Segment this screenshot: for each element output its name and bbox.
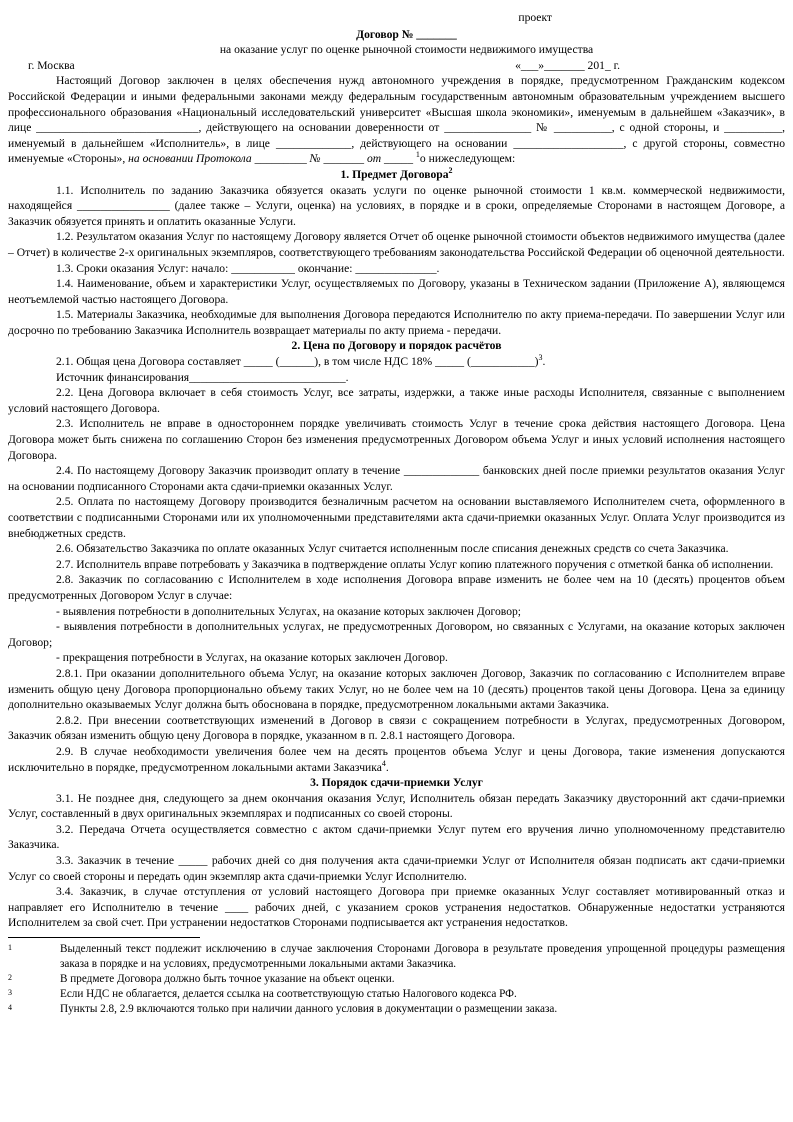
footnote-number: 1 bbox=[8, 943, 12, 953]
clause-paragraph bbox=[8, 541, 785, 557]
clause-paragraph bbox=[8, 713, 785, 744]
clause-paragraph bbox=[8, 307, 785, 338]
clause-text: Источник финансирования___________________________. bbox=[56, 370, 349, 384]
clause-text: 3.2. Передача Отчета осуществляется совместно с актом сдачи-приемки Услуг путем его вручения лично уполномоченному представителю Заказчика. bbox=[8, 822, 785, 852]
clause-paragraph bbox=[8, 229, 785, 260]
contract-page bbox=[8, 10, 785, 1017]
contract-sections bbox=[8, 167, 785, 931]
preamble-protocol: на основании Протокола _________ № _______ от _____ bbox=[128, 152, 414, 166]
clause-text: 2.3. Исполнитель не вправе в одностороннем порядке увеличивать стоимость Услуг в течение срока действия настоящего Договора. Цена Договора может быть снижена по соглашению Сторон без изменения предусмотренных Договором объема Услуг и иных условий исполнения настоящего Договора. bbox=[8, 417, 785, 462]
clause-text: 3.4. Заказчик, в случае отступления от условий настоящего Договора при приемке оказанных Услуг составляет мотивированный отказ и направляет его Исполнителю в течение ____ рабочих дней, с указанием сроков устранения недостатков. Обнаруженные недостатки устраняются Исполнителем за свой счет. При устранении недостатков Сторонами подписывается акт устранения недостатков. bbox=[8, 885, 785, 930]
clause-text: 1.3. Сроки оказания Услуг: начало: ___________ окончание: ______________. bbox=[56, 261, 440, 275]
section-heading bbox=[8, 167, 785, 183]
footnote-ref: 2 bbox=[448, 166, 453, 176]
clause-paragraph bbox=[8, 370, 785, 386]
clause-paragraph bbox=[8, 791, 785, 822]
clause-text: - выявления потребности в дополнительных услугах, не предусмотренных Договором, но связанных с Услугами, на оказание которых заключен Договор; bbox=[8, 620, 785, 649]
footnote bbox=[8, 1002, 785, 1017]
clause-paragraph bbox=[8, 604, 785, 620]
footnote-text: Пункты 2.8, 2.9 включаются только при наличии данного условия в документации о размещении заказа. bbox=[60, 1003, 558, 1016]
city-date-row bbox=[8, 58, 785, 74]
clause-paragraph bbox=[8, 276, 785, 307]
footnote-number: 3 bbox=[8, 988, 12, 998]
clause-text: 2.7. Исполнитель вправе потребовать у Заказчика в подтверждение оплаты Услуг копию платежного поручения с отметкой банка об исполнении. bbox=[56, 557, 774, 571]
clause-text: 3.1. Не позднее дня, следующего за днем окончания оказания Услуг, Исполнитель обязан передать Заказчику двусторонний акт сдачи-приемки Услуг, составленный в двух оригинальных экземплярах и подписанных со своей стороны. bbox=[8, 791, 785, 821]
footnote-number: 2 bbox=[8, 973, 12, 983]
contract-title: Договор № _______ bbox=[356, 27, 457, 41]
clause-paragraph bbox=[8, 619, 785, 650]
clause-text: 2.6. Обязательство Заказчика по оплате оказанных Услуг считается исполненным после списания денежных средств со счета Заказчика. bbox=[56, 542, 729, 556]
clause-paragraph bbox=[8, 572, 785, 603]
footnote bbox=[8, 987, 785, 1002]
section-heading-text: 1. Предмет Договора bbox=[340, 167, 449, 181]
clause-paragraph bbox=[8, 822, 785, 853]
footnote bbox=[8, 972, 785, 987]
clause-text: 2.1. Общая цена Договора составляет _____ (______), в том числе НДС 18% _____ (___________) bbox=[56, 355, 539, 369]
clause-paragraph: 2.1. Общая цена Договора составляет _____ (______), в том числе НДС 18% _____ (___________)$^3$. bbox=[56, 353, 546, 369]
clause-text: 1.5. Материалы Заказчика, необходимые для выполнения Договора передаются Исполнителю по акту приема-передачи. По завершении Услуг или досрочно по требованию Заказчика Исполнитель возвращает материалы по акту приема - передачи. bbox=[8, 308, 785, 337]
footnote-text: Выделенный текст подлежит исключению в случае заключения Сторонами Договора в результате проведения упрощенной процедуры размещения заказа в порядке и на условиях, предусмотренными локальными актами Заказчика. bbox=[60, 943, 785, 971]
clause-text: 2.2. Цена Договора включает в себя стоимость Услуг, все затраты, издержки, а также иные расходы Исполнителя, связанные с выполнением условий настоящего Договора. bbox=[8, 386, 785, 415]
clause-paragraph: 2.9. В случае необходимости увеличения более чем на десять процентов объема Услуг и цены Договора, такие изменения допускаются исключительно в порядке, предусмотренном локальными актами Заказчика$^4$. bbox=[8, 744, 785, 774]
clause-text: 3.3. Заказчик в течение _____ рабочих дней со дня получения акта сдачи-приемки Услуг от Исполнителя обязан подписать акт сдачи-приемки Услуг со своей стороны и передать один экземпляр акта сдачи-приемки Услуг Исполнителю. bbox=[8, 854, 785, 883]
clause-paragraph bbox=[8, 666, 785, 713]
city: г. Москва bbox=[28, 58, 75, 72]
preamble-text: Настоящий Договор заключен в целях обеспечения нужд автономного учреждения в порядке, предусмотренном Гражданским кодексом Российской Федерации и иными федеральными законами между федеральным государственным автономным образовательным учреждением высшего профессионального образования «Национальный исследовательский университет «Высшая школа экономики», именуемым в дальнейшем «Заказчик», в лице ____________________________, действующего на основании доверенности от _______________ № __________, с одной стороны, и __________, именуемый в дальнейшем «Исполнитель», в лице _____________, действующего на основании ___________________, с другой стороны, совместно именуемые «Стороны», bbox=[8, 74, 785, 166]
clause-text: 2.8. Заказчик по согласованию с Исполнителем в ходе исполнения Договора вправе изменить не более чем на 10 (десять) процентов объем предусмотренных Договором Услуг в случае: bbox=[8, 573, 785, 602]
footnote-ref: 3 bbox=[538, 353, 543, 363]
clause-text: - прекращения потребности в Услугах, на оказание которых заключен Договор. bbox=[56, 651, 448, 665]
clause-text: 1.2. Результатом оказания Услуг по настоящему Договору является Отчет об оценке рыночной стоимости объектов недвижимого имущества (далее – Отчет) в количестве 2-х оригинальных экземпляров, соответствующего требованиям законодательства Российской Федерации об оценочной деятельности. bbox=[8, 230, 785, 259]
footnote-text: Если НДС не облагается, делается ссылка на соответствующую статью Налогового кодекса РФ. bbox=[60, 988, 517, 1001]
clause-paragraph bbox=[8, 853, 785, 884]
footnote-ref-1: 1 bbox=[415, 150, 420, 160]
preamble-end: о нижеследующем: bbox=[419, 152, 516, 166]
footnote bbox=[8, 942, 785, 972]
footnote-separator bbox=[8, 937, 200, 938]
preamble bbox=[8, 73, 785, 167]
clause-paragraph bbox=[8, 416, 785, 463]
clause-paragraph bbox=[8, 261, 785, 277]
clause-text: 2.5. Оплата по настоящему Договору производится безналичным расчетом на основании выставляемого Исполнителем счета, оформленного в соответствии с подписанными Сторонами или их уполномоченными представителями акта сдачи-приемки оказанных Услуг. Оплата Услуг производится из внебюджетных средств. bbox=[8, 495, 785, 540]
draft-label: проект bbox=[518, 11, 552, 24]
clause-paragraph bbox=[8, 884, 785, 931]
section-heading bbox=[8, 775, 785, 791]
section-heading-text: 2. Цена по Договору и порядок расчётов bbox=[291, 339, 502, 353]
clause-paragraph bbox=[8, 557, 785, 573]
clause-text: 2.8.2. При внесении соответствующих изменений в Договор в связи с сокращением потребности в Услугах, предусмотренных Договором, Заказчик обязан изменить общую цену Договора в порядке, указанном в п. 2.8.1 настоящего Договора. bbox=[8, 713, 785, 743]
footnote-text: В предмете Договора должно быть точное указание на объект оценки. bbox=[60, 973, 395, 986]
clause-text: 1.4. Наименование, объем и характеристики Услуг, осуществляемых по Договору, указаны в Техническом задании (Приложение А), являющемся неотъемлемой частью настоящего Договора. bbox=[8, 277, 785, 306]
clause-paragraph bbox=[8, 183, 785, 230]
clause-paragraph bbox=[8, 385, 785, 416]
section-heading-text: 3. Порядок сдачи-приемки Услуг bbox=[310, 776, 483, 790]
contract-subtitle: на оказание услуг по оценке рыночной стоимости недвижимого имущества bbox=[219, 43, 594, 57]
clause-paragraph bbox=[8, 650, 785, 666]
footnote-ref: 4 bbox=[381, 758, 386, 768]
clause-text: - выявления потребности в дополнительных Услугах, на оказание которых заключен Договор; bbox=[56, 604, 522, 618]
contract-date: «___»_______ 201_ г. bbox=[515, 58, 620, 72]
clause-text: 1.1. Исполнитель по заданию Заказчика обязуется оказать услуги по оценке рыночной стоимости 1 кв.м. коммерческой недвижимости, находящейся ________________ (далее также – Услуги, оценка) на условиях, в порядке и в сроки, определяемые Сторонами в настоящем Договоре, а Заказчик обязуется принять и оплатить оказанные Услуги. bbox=[8, 183, 785, 228]
footnote-number: 4 bbox=[8, 1003, 12, 1013]
footnotes bbox=[8, 942, 785, 1017]
clause-text: 2.4. По настоящему Договору Заказчик производит оплату в течение _____________ банковских дней после приемки результатов оказания Услуг на основании подписанного Сторонами акта сдачи-приемки оказанных Услуг. bbox=[8, 464, 785, 493]
section-heading bbox=[8, 338, 785, 354]
clause-paragraph bbox=[8, 463, 785, 494]
clause-text: 2.8.1. При оказании дополнительного объема Услуг, на оказание которых заключен Договор, Заказчик по согласованию с Исполнителем вправе изменить общую цену Договора пропорционально объему таких Услуг, но не более чем на 10 (десять) процентов такой цены Договора. Цена за единицу дополнительно оказываемых Услуг должна быть обоснована в порядке, предусмотренном локальными актами Заказчика. bbox=[8, 666, 785, 712]
clause-text: 2.9. В случае необходимости увеличения более чем на десять процентов объема Услуг и цены Договора, такие изменения допускаются исключительно в порядке, предусмотренном локальными актами Заказчика bbox=[8, 744, 785, 774]
clause-paragraph bbox=[8, 494, 785, 541]
